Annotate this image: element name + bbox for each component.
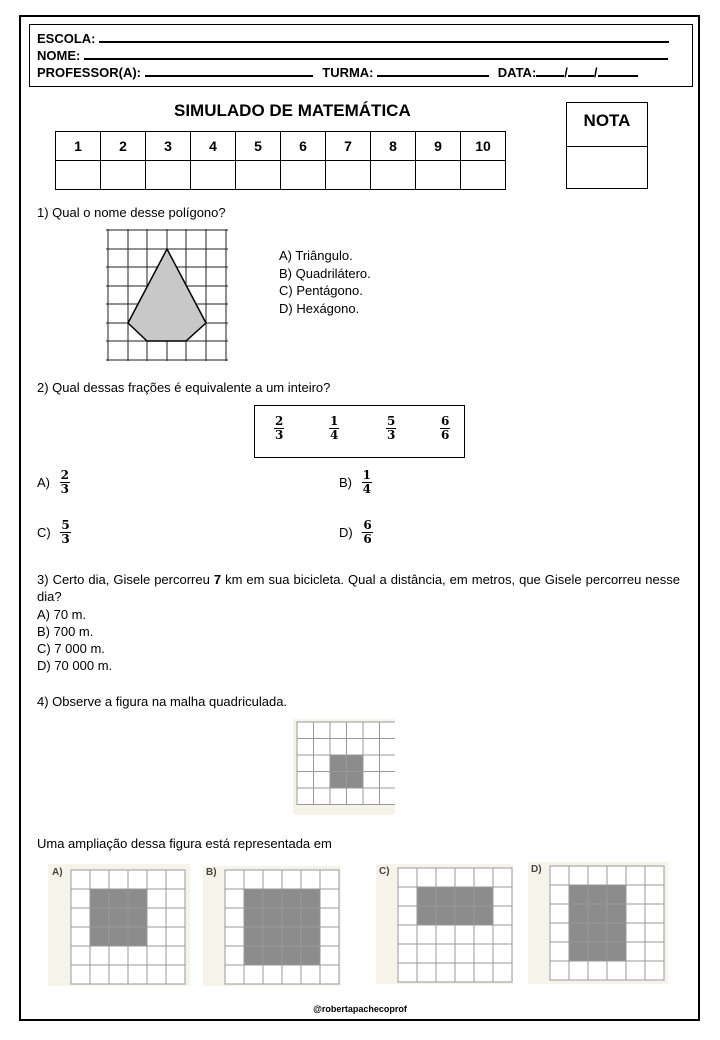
answer-cell[interactable] xyxy=(236,161,281,190)
answer-cell[interactable] xyxy=(461,161,506,190)
polygon-shape xyxy=(128,249,206,341)
answer-cell[interactable] xyxy=(101,161,146,190)
fraction: $\frac{5}{3}$ xyxy=(387,414,396,442)
teacher-line xyxy=(37,63,638,81)
date-sep: / xyxy=(593,65,598,80)
q4-option-label: A) xyxy=(52,867,63,878)
grade-label: NOTA xyxy=(567,103,647,147)
class-label: TURMA: xyxy=(322,65,374,80)
date-year-field[interactable] xyxy=(598,63,638,77)
school-line xyxy=(37,29,669,47)
q4-grid-d xyxy=(528,862,668,984)
school-label: ESCOLA: xyxy=(37,31,96,46)
date-day-field[interactable] xyxy=(536,63,564,77)
class-field[interactable] xyxy=(377,63,489,77)
q4-grid-b xyxy=(203,866,341,986)
q4-option-c[interactable] xyxy=(376,864,513,989)
grade-field[interactable] xyxy=(567,147,647,189)
q4-option-label: D) xyxy=(531,864,542,875)
fraction: $\frac{6}{6}$ xyxy=(441,414,450,442)
answer-number: 4 xyxy=(191,132,236,161)
name-line xyxy=(37,46,668,64)
footer-credit: @robertapachecoprof xyxy=(313,1004,407,1014)
q3-option[interactable]: B) 700 m. xyxy=(37,624,94,639)
date-sep: / xyxy=(564,65,568,80)
q1-options xyxy=(279,247,371,317)
answer-cell[interactable] xyxy=(146,161,191,190)
answer-number: 9 xyxy=(416,132,461,161)
date-month-field[interactable] xyxy=(568,63,594,77)
fraction: $\frac{2}{3}$ xyxy=(275,414,284,442)
q4-grid-a xyxy=(48,864,190,986)
q3-prompt: 3) Certo dia, Gisele percorreu 7 km em sua bicicleta. Qual a distância, em metros, que Gisele percorreu nesse dia? xyxy=(37,572,680,604)
answer-number: 2 xyxy=(101,132,146,161)
name-field[interactable] xyxy=(84,46,668,60)
polygon-grid-figure xyxy=(106,229,228,361)
q2-option-c[interactable]: C) $\frac{5}{3}$ xyxy=(37,518,70,546)
answer-number: 10 xyxy=(461,132,506,161)
answer-cell[interactable] xyxy=(281,161,326,190)
q1-option[interactable]: C) Pentágono. xyxy=(279,283,363,298)
q1-option[interactable]: A) Triângulo. xyxy=(279,248,353,263)
name-label: NOME: xyxy=(37,48,81,63)
answer-cell[interactable] xyxy=(371,161,416,190)
q4-option-label: C) xyxy=(379,866,390,877)
q4-grid-c xyxy=(376,864,513,984)
q4-followup: Uma ampliação dessa figura está representada em xyxy=(37,836,332,851)
q1-option[interactable]: B) Quadrilátero. xyxy=(279,265,371,281)
answer-cell[interactable] xyxy=(191,161,236,190)
school-field[interactable] xyxy=(99,29,669,43)
answer-cell[interactable] xyxy=(56,161,101,190)
q4-option-b[interactable] xyxy=(203,866,341,991)
answer-number: 7 xyxy=(326,132,371,161)
q3-option[interactable]: A) 70 m. xyxy=(37,607,87,622)
q2-option-d[interactable]: D) $\frac{6}{6}$ xyxy=(339,518,372,546)
fraction: $\frac{1}{4}$ xyxy=(330,414,339,442)
q4-prompt: 4) Observe a figura na malha quadriculada. xyxy=(37,694,288,709)
answer-cell[interactable] xyxy=(326,161,371,190)
answer-cell[interactable] xyxy=(416,161,461,190)
q4-option-label: B) xyxy=(206,867,217,878)
q2-option-b[interactable]: B) $\frac{1}{4}$ xyxy=(339,468,371,496)
answer-number: 8 xyxy=(371,132,416,161)
q4-option-a[interactable] xyxy=(48,864,190,991)
answer-number: 1 xyxy=(56,132,101,161)
q3-option[interactable]: D) 70 000 m. xyxy=(37,658,113,673)
q4-original-figure xyxy=(293,719,395,815)
answer-number: 3 xyxy=(146,132,191,161)
fractions-box xyxy=(254,405,465,458)
teacher-field[interactable] xyxy=(145,63,313,77)
page-title: SIMULADO DE MATEMÁTICA xyxy=(174,101,411,120)
q1-prompt: 1) Qual o nome desse polígono? xyxy=(37,205,226,220)
q3-option[interactable]: C) 7 000 m. xyxy=(37,641,105,656)
grade-box xyxy=(566,102,648,189)
q4-option-d[interactable] xyxy=(528,862,668,989)
answer-grid xyxy=(55,131,506,190)
q3-options xyxy=(37,606,112,674)
q1-option[interactable]: D) Hexágono. xyxy=(279,300,360,316)
q2-option-a[interactable]: A) $\frac{2}{3}$ xyxy=(37,468,69,496)
q2-prompt: 2) Qual dessas frações é equivalente a um inteiro? xyxy=(37,380,331,395)
teacher-label: PROFESSOR(A): xyxy=(37,65,141,80)
answer-number: 5 xyxy=(236,132,281,161)
answer-number: 6 xyxy=(281,132,326,161)
date-label: DATA: xyxy=(497,65,537,80)
